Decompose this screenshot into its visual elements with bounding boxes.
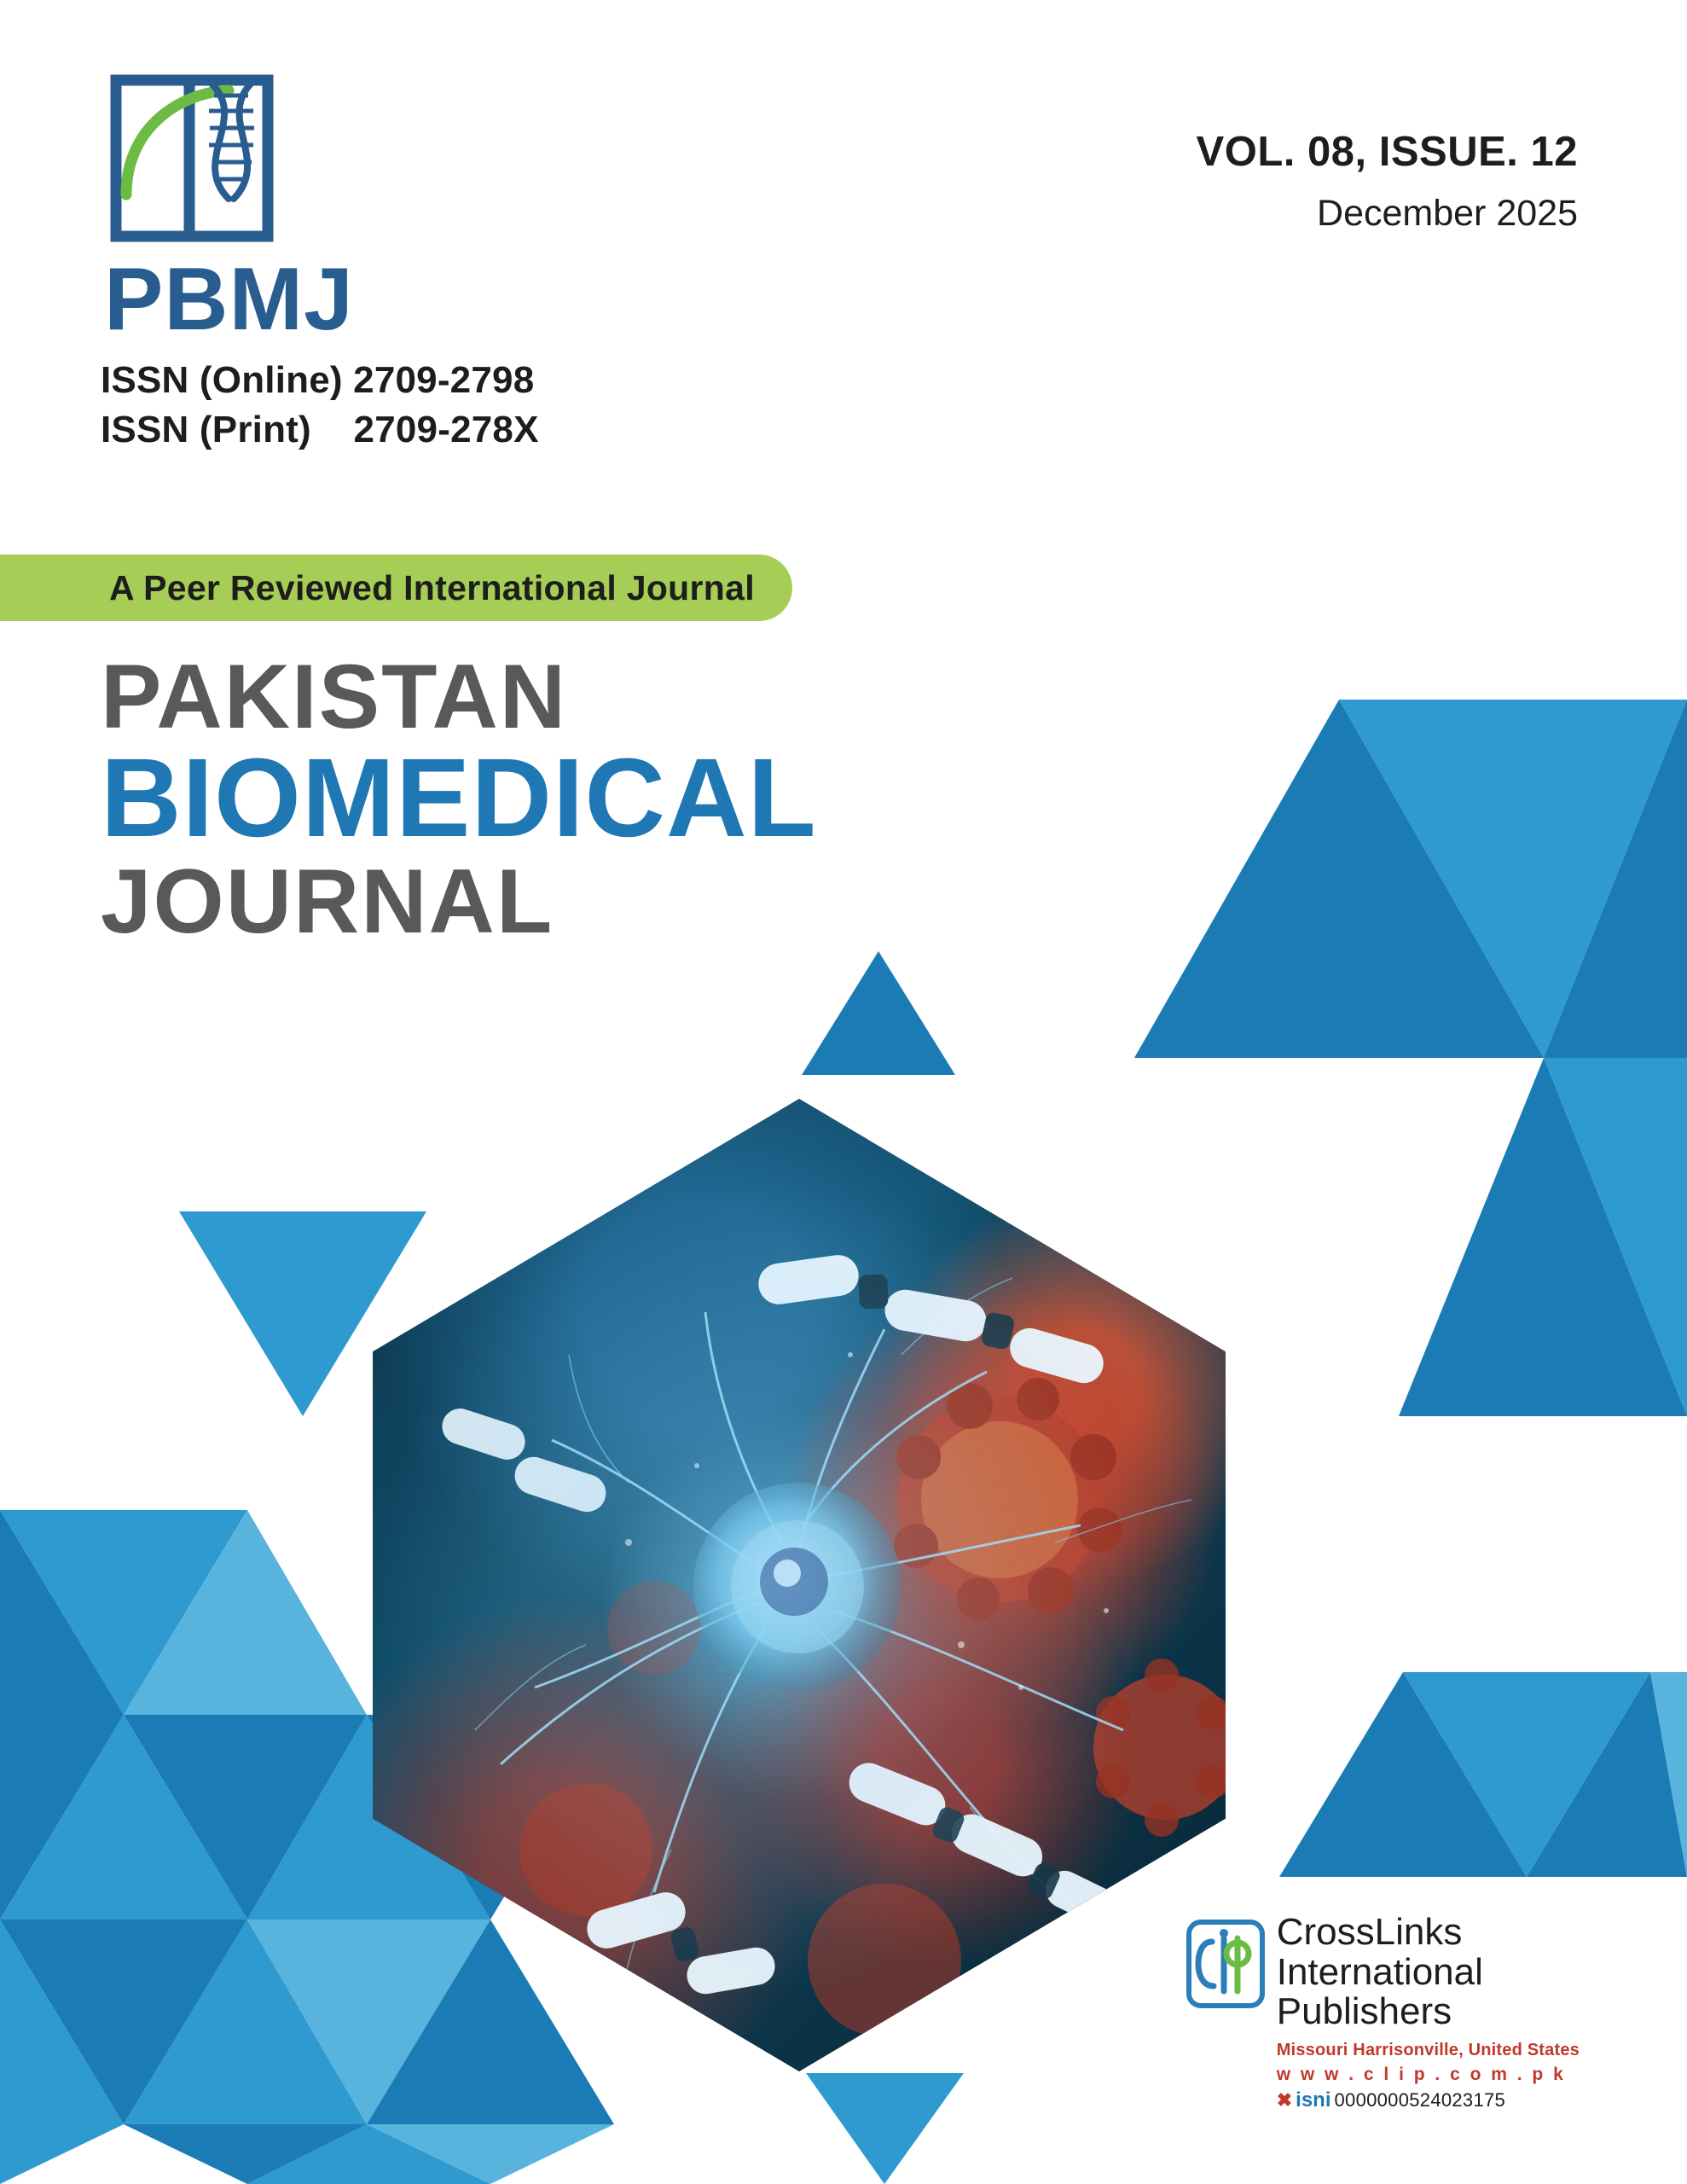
issue-info (1197, 128, 1578, 235)
publisher-address: Missouri Harrisonville, United States (1276, 2041, 1580, 2059)
issn-online: ISSN (Online) 2709-2798 (101, 359, 535, 401)
publisher-name-line2: International (1276, 1950, 1483, 1993)
cover-image-hexagon (373, 1099, 1226, 2071)
publisher-website[interactable]: w w w . c l i p . c o m . p k (1276, 2065, 1566, 2084)
volume-issue-label: VOL. 08, ISSUE. 12 (1196, 129, 1578, 175)
publisher-logo (1186, 1913, 1580, 2111)
title-line-pakistan: PAKISTAN (101, 645, 568, 747)
isni-number: 0000000524023175 (1334, 2089, 1506, 2111)
publisher-name-line3: Publishers (1276, 1990, 1452, 2033)
journal-logo-block (101, 67, 698, 451)
title-line-journal: JOURNAL (101, 849, 554, 952)
cover-image-glow (373, 1099, 1226, 2071)
peer-reviewed-badge (0, 555, 792, 621)
journal-title (101, 645, 817, 952)
isni-block (1277, 2090, 1505, 2111)
peer-reviewed-label: A Peer Reviewed International Journal (109, 567, 755, 607)
crosslinks-clip-icon (1186, 1920, 1265, 2008)
masthead (0, 0, 1687, 512)
pbmj-dna-book-icon (101, 67, 284, 250)
issue-date-label: December 2025 (1317, 193, 1578, 234)
issn-print: ISSN (Print) 2709-278X (101, 409, 539, 450)
title-line-biomedical: BIOMEDICAL (101, 735, 817, 861)
isni-label: isni (1296, 2088, 1331, 2111)
publisher-text-block (1277, 1913, 1580, 2111)
publisher-name-line1: CrossLinks (1276, 1911, 1463, 1954)
isni-cross-icon: ✖ (1276, 2089, 1293, 2111)
journal-abbreviation: PBMJ (104, 250, 354, 349)
